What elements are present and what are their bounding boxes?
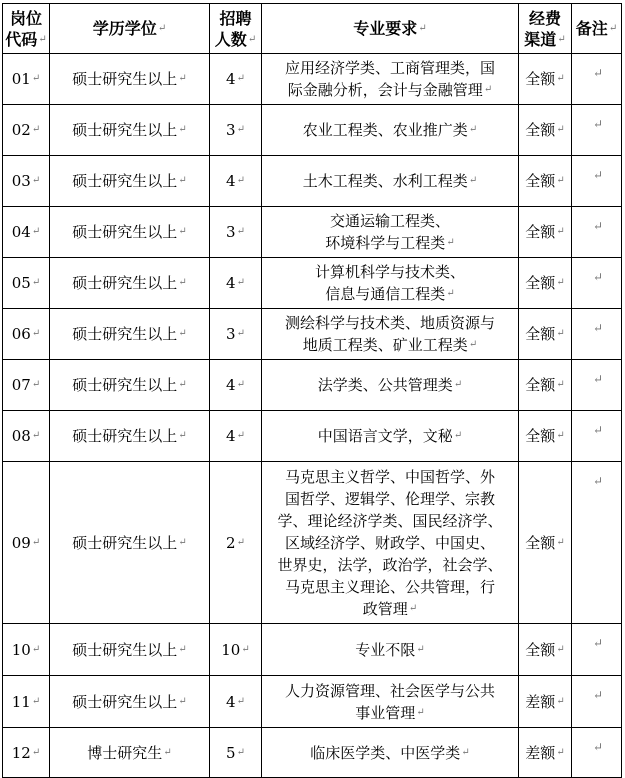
table-row [3,309,622,360]
table-row [3,105,622,156]
cell-major: 临床医学类、中医学类↵ [262,728,519,778]
cell-major: 计算机科学与技术类、 信息与通信工程类↵ [262,258,519,309]
cell-count: 3↵ [210,207,262,258]
cell-count: 3↵ [210,309,262,360]
cell-degree: 硕士研究生以上↵ [50,105,210,156]
header-degree: 学历学位↵ [50,4,210,54]
header-code: 岗位 代码↵ [3,4,50,54]
cell-funding: 全额↵ [519,54,572,105]
cell-degree: 硕士研究生以上↵ [50,462,210,624]
cell-funding: 全额↵ [519,105,572,156]
cell-major: 交通运输工程类、 环境科学与工程类↵ [262,207,519,258]
table-row [3,54,622,105]
cell-degree: 硕士研究生以上↵ [50,411,210,462]
cell-major: 法学类、公共管理类↵ [262,360,519,411]
cell-remark: ↵ [572,676,622,728]
recruitment-table [2,3,622,778]
cell-funding: 全额↵ [519,309,572,360]
cell-code: 05↵ [3,258,50,309]
table-row [3,676,622,728]
header-row [3,4,622,54]
table-row [3,156,622,207]
cell-count: 2↵ [210,462,262,624]
cell-remark: ↵ [572,462,622,624]
cell-code: 11↵ [3,676,50,728]
table-row [3,728,622,778]
cell-funding: 差额↵ [519,728,572,778]
cell-major: 土木工程类、水利工程类↵ [262,156,519,207]
header-funding: 经费 渠道↵ [519,4,572,54]
cell-funding: 全额↵ [519,624,572,676]
cell-funding: 全额↵ [519,411,572,462]
cell-funding: 全额↵ [519,462,572,624]
cell-code: 09↵ [3,462,50,624]
cell-code: 07↵ [3,360,50,411]
cell-remark: ↵ [572,105,622,156]
cell-remark: ↵ [572,156,622,207]
cell-funding: 全额↵ [519,156,572,207]
cell-code: 06↵ [3,309,50,360]
cell-major: 测绘科学与技术类、地质资源与 地质工程类、矿业工程类↵ [262,309,519,360]
cell-degree: 硕士研究生以上↵ [50,54,210,105]
cell-count: 5↵ [210,728,262,778]
cell-degree: 硕士研究生以上↵ [50,258,210,309]
cell-code: 12↵ [3,728,50,778]
cell-remark: ↵ [572,411,622,462]
cell-funding: 差额↵ [519,676,572,728]
cell-degree: 硕士研究生以上↵ [50,156,210,207]
table-row [3,258,622,309]
cell-remark: ↵ [572,360,622,411]
cell-major: 专业不限↵ [262,624,519,676]
cell-code: 04↵ [3,207,50,258]
cell-code: 03↵ [3,156,50,207]
cell-count: 4↵ [210,258,262,309]
cell-remark: ↵ [572,309,622,360]
table-row [3,207,622,258]
cell-count: 4↵ [210,156,262,207]
cell-count: 3↵ [210,105,262,156]
cell-remark: ↵ [572,624,622,676]
cell-code: 10↵ [3,624,50,676]
header-major: 专业要求↵ [262,4,519,54]
cell-funding: 全额↵ [519,360,572,411]
cell-degree: 硕士研究生以上↵ [50,207,210,258]
table-row [3,624,622,676]
cell-funding: 全额↵ [519,258,572,309]
cell-count: 4↵ [210,360,262,411]
table-row [3,411,622,462]
cell-count: 10↵ [210,624,262,676]
cell-degree: 硕士研究生以上↵ [50,309,210,360]
cell-degree: 博士研究生↵ [50,728,210,778]
header-count: 招聘 人数↵ [210,4,262,54]
cell-funding: 全额↵ [519,207,572,258]
cell-count: 4↵ [210,676,262,728]
cell-code: 01↵ [3,54,50,105]
table-row [3,462,622,624]
cell-remark: ↵ [572,207,622,258]
cell-code: 08↵ [3,411,50,462]
cell-degree: 硕士研究生以上↵ [50,624,210,676]
cell-major: 中国语言文学，文秘↵ [262,411,519,462]
cell-count: 4↵ [210,411,262,462]
cell-major: 马克思主义哲学、中国哲学、外 国哲学、逻辑学、伦理学、宗教 学、理论经济学类、国民经济学、 区域经济学、财政学、中国史、 世界史，法学，政治学，社会学、 马克思主义理论、公共管理，行 政管理↵ [262,462,519,624]
table-row [3,360,622,411]
cell-degree: 硕士研究生以上↵ [50,676,210,728]
cell-major: 农业工程类、农业推广类↵ [262,105,519,156]
header-remark: 备注↵ [572,4,622,54]
cell-count: 4↵ [210,54,262,105]
cell-major: 应用经济学类、工商管理类，国 际金融分析，会计与金融管理↵ [262,54,519,105]
cell-remark: ↵ [572,258,622,309]
cell-code: 02↵ [3,105,50,156]
cell-degree: 硕士研究生以上↵ [50,360,210,411]
cell-remark: ↵ [572,728,622,778]
cell-remark: ↵ [572,54,622,105]
cell-major: 人力资源管理、社会医学与公共 事业管理↵ [262,676,519,728]
